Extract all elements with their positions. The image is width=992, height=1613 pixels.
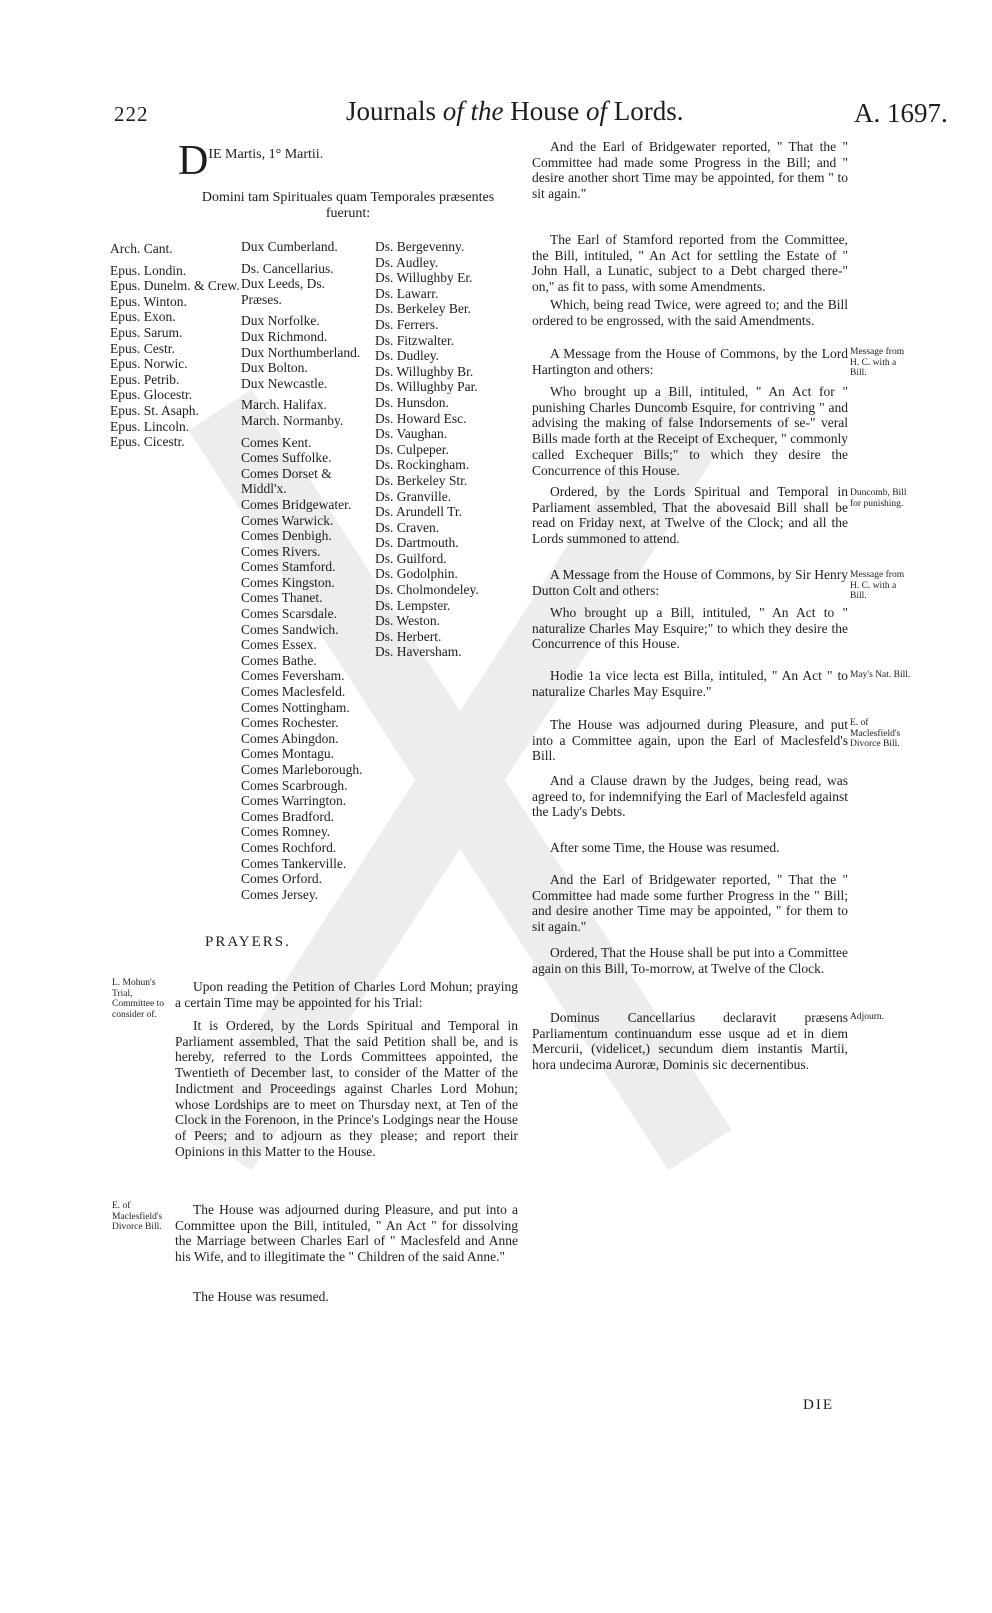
- mohun-order-paragraph: It is Ordered, by the Lords Spiritual and Temporal in Parliament assembled, That the said Petition shall be, and is hereby, referred to the Lords Committees appointed, the Twentieth of December last, to consider of the Matter of the Indictment and Proceedings against Charles Lord Mohun; whose Lordships are to meet on Thursday next, at Ten of the Clock in the Forenoon, in the Prince's Lodgings near the House of Peers; and to adjourn as they please; and report their Opinions in this Matter to the House.: [175, 1018, 518, 1159]
- committee-tomorrow-paragraph: Ordered, That the House shall be put into a Committee again on this Bill, To-morrow, at Twelve of the Clock.: [532, 945, 848, 976]
- message-colt-paragraph: A Message from the House of Commons, by Sir Henry Dutton Colt and others:: [532, 567, 848, 598]
- list-item: Ds. Ferrers.: [375, 316, 439, 332]
- divorce-bill-paragraph: The House was adjourned during Pleasure, and put into a Committee upon the Bill, intituled, " An Act " for dissolving the Marriage between Charles Earl of " Maclesfeld and Anne his Wife, and to illegitimate the " Children of the said Anne.": [175, 1202, 518, 1265]
- list-item: Comes Rivers.: [241, 543, 321, 559]
- catchword: DIE: [803, 1397, 834, 1413]
- house-resumed-paragraph: The House was resumed.: [193, 1289, 329, 1304]
- list-item: Ds. Culpeper.: [375, 441, 449, 457]
- list-item: Ds. Vaughan.: [375, 426, 448, 442]
- list-item: Epus. Dunelm. & Crew.: [110, 278, 240, 294]
- list-item: Ds. Bergevenny.: [375, 239, 465, 254]
- list-item: Comes Tankerville.: [241, 855, 347, 871]
- list-item: Comes Thanet.: [241, 590, 323, 606]
- list-item: Epus. Glocestr.: [110, 387, 193, 403]
- list-item: Ds. Weston.: [375, 613, 441, 629]
- message-hartington-paragraph: A Message from the House of Commons, by the Lord Hartington and others:: [532, 346, 848, 377]
- list-item: Ds. Godolphin.: [375, 566, 458, 582]
- list-item: Comes Dorset & Middl'x.: [241, 465, 332, 497]
- list-item: Epus. Cestr.: [110, 340, 175, 356]
- margin-note-maclesfeld-2: E. of Maclesfield's Divorce Bill.: [850, 718, 901, 749]
- day-heading: DIE Martis, 1° Martii.: [178, 138, 324, 184]
- list-item: Ds. Arundell Tr.: [375, 504, 463, 520]
- list-item: Comes Rochester.: [241, 715, 339, 731]
- list-item: Dux Newcastle.: [241, 375, 328, 391]
- list-item: Arch. Cant.: [110, 241, 173, 256]
- list-item: Ds. Granville.: [375, 488, 452, 504]
- may-first-reading-paragraph: Hodie 1a vice lecta est Billa, intituled, " An Act " to naturalize Charles May Esquire.": [532, 668, 848, 699]
- prayers-heading: PRAYERS.: [205, 934, 291, 950]
- bridgewater-report-paragraph: And the Earl of Bridgewater reported, " That the " Committee had made some Progress in the Bill; and " desire another short Time may be appointed, for them " to sit again.": [532, 139, 848, 202]
- list-item: Comes Bradford.: [241, 808, 334, 824]
- list-item: Ds. Howard Esc.: [375, 410, 467, 426]
- list-item: Ds. Dudley.: [375, 348, 439, 364]
- list-item: Ds. Dartmouth.: [375, 535, 459, 551]
- list-item: Comes Abingdon.: [241, 730, 339, 746]
- list-item: Ds. Audley.: [375, 254, 439, 270]
- list-item: Comes Marleborough.: [241, 762, 363, 777]
- list-item: Ds. Herbert.: [375, 628, 442, 644]
- list-item: Comes Kingston.: [241, 574, 335, 590]
- list-item: Comes Bridgewater.: [241, 496, 352, 512]
- temporal-lords-list-a: [241, 239, 362, 902]
- list-item: Comes Maclesfeld.: [241, 684, 346, 700]
- drop-cap: D: [178, 138, 209, 184]
- list-item: Comes Jersey.: [241, 886, 319, 902]
- list-item: Epus. Norwic.: [110, 356, 188, 372]
- list-item: Epus. St. Asaph.: [110, 402, 199, 418]
- may-bill-paragraph: Who brought up a Bill, intituled, " An Act to " naturalize Charles May Esquire;" to which they desire the Concurrence of this House.: [532, 605, 848, 652]
- list-item: Ds. Berkeley Ber.: [375, 301, 471, 317]
- margin-note-mohun: L. Mohun's Trial, Committee to consider of.: [112, 978, 164, 1020]
- stamford-report-paragraph: The Earl of Stamford reported from the Committee, the Bill, intituled, " An Act for settling the Estate of " John Hall, a Lunatic, subject to a Debt charged there-" on," as fit to pass, with some Amendments.: [532, 232, 848, 295]
- resumed-paragraph: After some Time, the House was resumed.: [550, 840, 780, 855]
- list-item: Comes Stamford.: [241, 559, 336, 575]
- margin-note-duncomb: Duncomb, Bill for punishing.: [850, 488, 907, 509]
- list-item: Comes Nottingham.: [241, 699, 350, 715]
- margin-note-may: May's Nat. Bill.: [850, 670, 911, 680]
- list-item: Ds. Willughby Br.: [375, 363, 474, 379]
- list-item: Dux Bolton.: [241, 360, 308, 376]
- journal-title: Journals of the House of Lords.: [346, 96, 684, 126]
- adjournment-paragraph: Dominus Cancellarius declaravit præsens Parliamentum continuandum esse usque ad et in diem Mercurii, (videlicet,) secundum diem instantis Martii, hora undecima Auroræ, Dominis sic decernentibus.: [532, 1010, 848, 1073]
- list-item: Ds. Guilford.: [375, 550, 447, 566]
- list-item: Epus. Cicestr.: [110, 434, 185, 450]
- page-number: 222: [114, 102, 149, 126]
- list-item: Dux Norfolke.: [241, 313, 320, 329]
- list-item: Comes Romney.: [241, 824, 331, 840]
- list-item: Ds. Willughby Er.: [375, 270, 473, 286]
- list-item: Comes Rochford.: [241, 839, 337, 855]
- list-item: Dux Richmond.: [241, 328, 328, 344]
- maclesfeld-committee-paragraph: The House was adjourned during Pleasure, and put into a Committee again, upon the Earl of Maclesfeld's Bill.: [532, 717, 848, 764]
- list-item: Dux Leeds, Ds. Præses.: [241, 276, 325, 307]
- list-item: Comes Denbigh.: [241, 528, 332, 544]
- list-item: Epus. Winton.: [110, 293, 187, 309]
- mohun-petition-paragraph: Upon reading the Petition of Charles Lord Mohun; praying a certain Time may be appointed for his Trial:: [175, 979, 518, 1010]
- list-item: Epus. Petrib.: [110, 371, 180, 387]
- list-item: Ds. Fitzwalter.: [375, 332, 455, 348]
- bridgewater-further-report-paragraph: And the Earl of Bridgewater reported, " That the " Committee had made some further Progress in the " Bill; and desire another Time may be appointed, " for them to sit again.": [532, 872, 848, 935]
- list-item: Comes Warwick.: [241, 512, 334, 528]
- list-item: Ds. Willughby Par.: [375, 379, 478, 395]
- margin-note-message-2: Message from H. C. with a Bill.: [850, 570, 905, 601]
- list-item: Epus. Lincoln.: [110, 418, 190, 434]
- list-item: Comes Suffolke.: [241, 450, 332, 466]
- list-item: Comes Scarsdale.: [241, 606, 337, 622]
- list-item: Ds. Cancellarius.: [241, 260, 334, 276]
- margin-note-message-1: Message from H. C. with a Bill.: [850, 347, 905, 378]
- year-heading: A. 1697.: [854, 98, 948, 128]
- list-item: Comes Sandwich.: [241, 621, 339, 637]
- list-item: Ds. Craven.: [375, 519, 440, 535]
- list-item: Comes Bathe.: [241, 652, 317, 668]
- list-item: March. Halifax.: [241, 397, 327, 413]
- list-item: Epus. Londin.: [110, 262, 187, 278]
- spiritual-lords-list: [110, 241, 240, 450]
- present-heading: Domini tam Spirituales quam Temporales præsentes fuerunt:: [201, 190, 495, 221]
- list-item: Dux Cumberland.: [241, 239, 338, 254]
- duncomb-bill-paragraph: Who brought up a Bill, intituled, " An Act for " punishing Charles Duncomb Esquire, for contriving " and advising the making of false Indorsements of se-" veral Bills made forth at the Receipt of Exchequer, " commonly called Exchequer Bills;" to which they desire the Concurrence of this House.: [532, 384, 848, 478]
- list-item: Ds. Haversham.: [375, 644, 462, 660]
- list-item: Comes Scarbrough.: [241, 777, 348, 793]
- list-item: Epus. Exon.: [110, 309, 176, 325]
- list-item: Ds. Rockingham.: [375, 457, 470, 473]
- list-item: Comes Orford.: [241, 871, 322, 887]
- amendments-paragraph: Which, being read Twice, were agreed to; and the Bill ordered to be engrossed, with the said Amendments.: [532, 297, 848, 328]
- temporal-lords-list-b: [375, 239, 479, 660]
- list-item: Ds. Berkeley Str.: [375, 472, 468, 488]
- list-item: Comes Kent.: [241, 434, 312, 450]
- list-item: Comes Warrington.: [241, 793, 347, 809]
- margin-note-maclesfeld: E. of Maclesfield's Divorce Bill.: [112, 1201, 163, 1232]
- judges-clause-paragraph: And a Clause drawn by the Judges, being read, was agreed to, for indemnifying the Earl of Maclesfeld against the Lady's Debts.: [532, 773, 848, 820]
- list-item: Comes Essex.: [241, 637, 317, 653]
- list-item: Ds. Lempster.: [375, 597, 451, 613]
- list-item: Comes Montagu.: [241, 746, 334, 762]
- list-item: Ds. Cholmondeley.: [375, 582, 479, 598]
- duncomb-order-paragraph: Ordered, by the Lords Spiritual and Temporal in Parliament assembled, That the abovesaid Bill shall be read on Friday next, at Twelve of the Clock; and all the Lords summoned to attend.: [532, 484, 848, 547]
- list-item: Ds. Lawarr.: [375, 285, 439, 301]
- list-item: Comes Feversham.: [241, 668, 345, 684]
- list-item: March. Normanby.: [241, 412, 344, 428]
- list-item: Ds. Hunsdon.: [375, 394, 449, 410]
- list-item: Epus. Sarum.: [110, 324, 183, 340]
- list-item: Dux Northumberland.: [241, 344, 361, 360]
- margin-note-adjourn: Adjourn.: [850, 1012, 885, 1022]
